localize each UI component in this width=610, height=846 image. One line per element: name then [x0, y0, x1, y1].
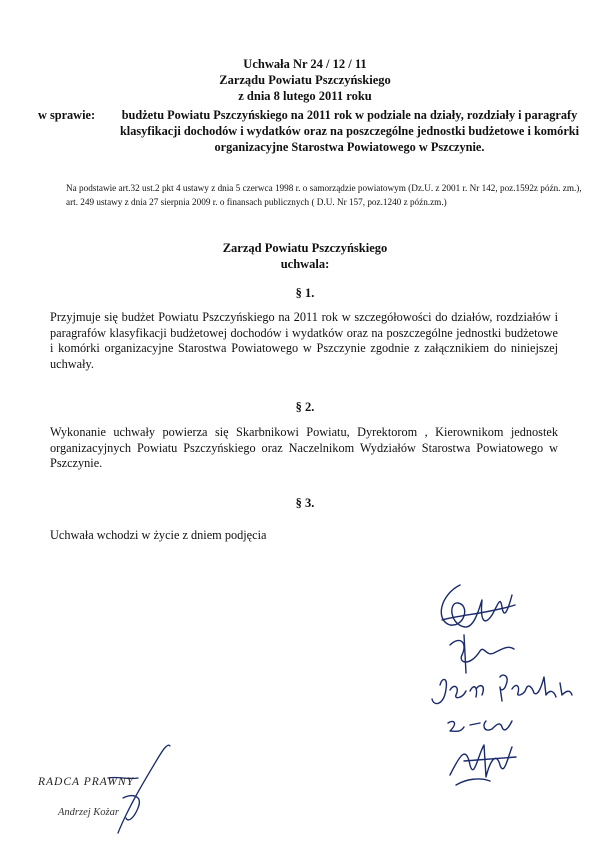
issuing-body: Zarządu Powiatu Pszczyńskiego [219, 73, 391, 87]
resolution-date: z dnia 8 lutego 2011 roku [238, 89, 372, 103]
section-3-mark: § 3. [295, 496, 315, 510]
subject-text: budżetu Powiatu Pszczyńskiego na 2011 rok w podziale na działy, rozdziały i paragrafy klasyfikacji dochodów i wydatków oraz na poszczególne jednostki budżetowe i komórki organizacyjne Starostwa Powiatowego w Pszczynie. [119, 108, 580, 154]
board-signatures [420, 565, 600, 795]
legal-basis: Na podstawie art.32 ust.2 pkt 4 ustawy z dnia 5 czerwca 1998 r. o samorządzie powiatowym (Dz.U. z 2001 r. Nr 142, poz.1592z późn. zm.), art. 249 ustawy z dnia 27 sierpnia 2009 r. o finansach publicznych ( D.U. Nr 157, poz.1240 z późn.zm.) [66, 183, 582, 207]
subject-block [38, 107, 583, 155]
section-3-text: Uchwała wchodzi w życie z dniem podjęcia [50, 528, 267, 542]
section-1-text: Przyjmuje się budżet Powiatu Pszczyńskiego na 2011 rok w szczegółowości do działów, rozdziałów i paragrafów klasyfikacji budżetowej dochodów i wydatków oraz na poszczególne jednostki budżetowe i komórki organizacyjne Starostwa Powiatowego w Pszczynie zgodnie z załącznikiem do niniejszej uchwały. [50, 310, 558, 371]
board-resolves: uchwala: [280, 257, 330, 271]
legal-advisor-stamp [38, 738, 218, 838]
board-name: Zarząd Powiatu Pszczyńskiego [222, 241, 388, 255]
resolution-number: Uchwała Nr 24 / 12 / 11 [243, 57, 367, 71]
subject-label: w sprawie: [38, 108, 96, 122]
board-heading [0, 240, 610, 272]
section-1-mark: § 1. [295, 286, 315, 300]
document-header [0, 56, 610, 104]
section-2-text: Wykonanie uchwały powierza się Skarbnikowi Powiatu, Dyrektorom , Kierownikom jednostek organizacyjnych Powiatu Pszczyńskiego oraz Naczelnikom Wydziałów Starostwa Powiatowego w Pszczynie. [50, 425, 558, 470]
handwritten-signatures-image [420, 565, 600, 795]
section-2-mark: § 2. [295, 400, 315, 414]
legal-advisor-name: Andrzej Kożar [58, 807, 119, 818]
legal-advisor-signature-image [98, 738, 208, 838]
legal-advisor-title: RADCA PRAWNY [38, 776, 135, 788]
